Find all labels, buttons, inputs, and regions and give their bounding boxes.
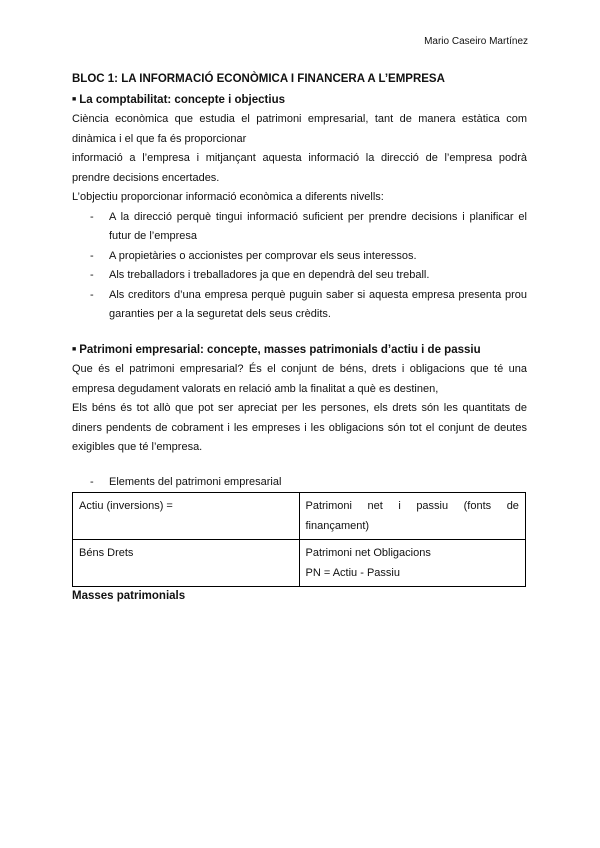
list-item-text: Als treballadors i treballadores ja que en dependrà del seu treball. [109, 269, 430, 281]
list-item-text: A propietàries o accionistes per comprovar els seus interessos. [109, 249, 417, 262]
list-item [72, 247, 527, 267]
square-bullet-icon: ■ [72, 345, 77, 353]
section-title-comptabilitat [72, 90, 527, 111]
paragraph: informació a l’empresa i mitjançant aquesta informació la direcció de l’empresa podrà prendre decisions encertades. [72, 152, 527, 184]
table-row [73, 493, 526, 540]
square-bullet-icon: ■ [72, 95, 77, 103]
document-body [72, 70, 527, 607]
cell-text: PN = Actiu - Passiu [305, 567, 400, 579]
spacer [72, 325, 527, 340]
list-item [72, 208, 527, 247]
section-title-text: Patrimoni empresarial: concepte, masses patrimonials d’actiu i de passiu [79, 343, 481, 356]
dash-icon: - [90, 249, 94, 262]
cell-word: i [398, 500, 401, 512]
elements-label-text: Elements del patrimoni empresarial [109, 475, 282, 488]
dash-icon: - [90, 475, 94, 488]
cell-word: Patrimoni [305, 500, 352, 512]
paragraph: Ciència econòmica que estudia el patrimoni empresarial, tant de manera estàtica com dinàmica i el que fa és proporcionar [72, 113, 527, 145]
cell-word: (fonts [463, 500, 492, 512]
cell-text: finançament) [305, 520, 370, 532]
cell-text: Patrimoni net Obligacions [305, 547, 431, 559]
table-cell [73, 540, 300, 587]
list-item-text: A la direcció perquè tingui informació suficient per prendre decisions i planificar el futur de l’empresa [109, 210, 527, 242]
section-title-patrimoni [72, 340, 527, 361]
objectives-list [72, 208, 527, 325]
cell-word: net [367, 500, 383, 512]
dash-icon: - [90, 288, 94, 301]
cell-justified-line [306, 496, 520, 516]
cell-word: passiu [416, 500, 449, 512]
cell-text: Actiu (inversions) = [79, 500, 173, 512]
dash-icon: - [90, 269, 94, 281]
masses-title: Masses patrimonials [72, 590, 186, 602]
table-cell [73, 493, 300, 540]
spacer [72, 458, 527, 473]
table-row [73, 540, 526, 587]
cell-text: Béns Drets [79, 547, 134, 559]
bloc-title: BLOC 1: LA INFORMACIÓ ECONÒMICA I FINANCERA A L’EMPRESA [72, 73, 445, 85]
dash-icon: - [90, 210, 94, 223]
section-title-text: La comptabilitat: concepte i objectius [79, 93, 285, 106]
paragraph: Que és el patrimoni empresarial? És el conjunt de béns, drets i obligacions que té una empresa degudament valorats en relació amb la finalitat a què es destinen, [72, 363, 527, 395]
patrimoni-table [72, 492, 526, 587]
elements-label [72, 473, 527, 493]
table-cell [299, 493, 526, 540]
list-item [72, 266, 527, 286]
paragraph: L’objectiu proporcionar informació econòmica a diferents nivells: [72, 191, 384, 203]
list-item [72, 286, 527, 325]
paragraph: Els béns és tot allò que pot ser apreciat per les persones, els drets són les quantitats de diners pendents de cobrament i les empreses i les obligacions són tot el conjunt de deutes exigibles que té l’empresa. [72, 402, 527, 453]
cell-word: de [506, 500, 519, 512]
author-name: Mario Caseiro Martínez [424, 36, 528, 47]
table-cell [299, 540, 526, 587]
list-item-text: Als creditors d’una empresa perquè puguin saber si aquesta empresa presenta prou garanties per a la seguretat dels seus crèdits. [109, 288, 527, 320]
